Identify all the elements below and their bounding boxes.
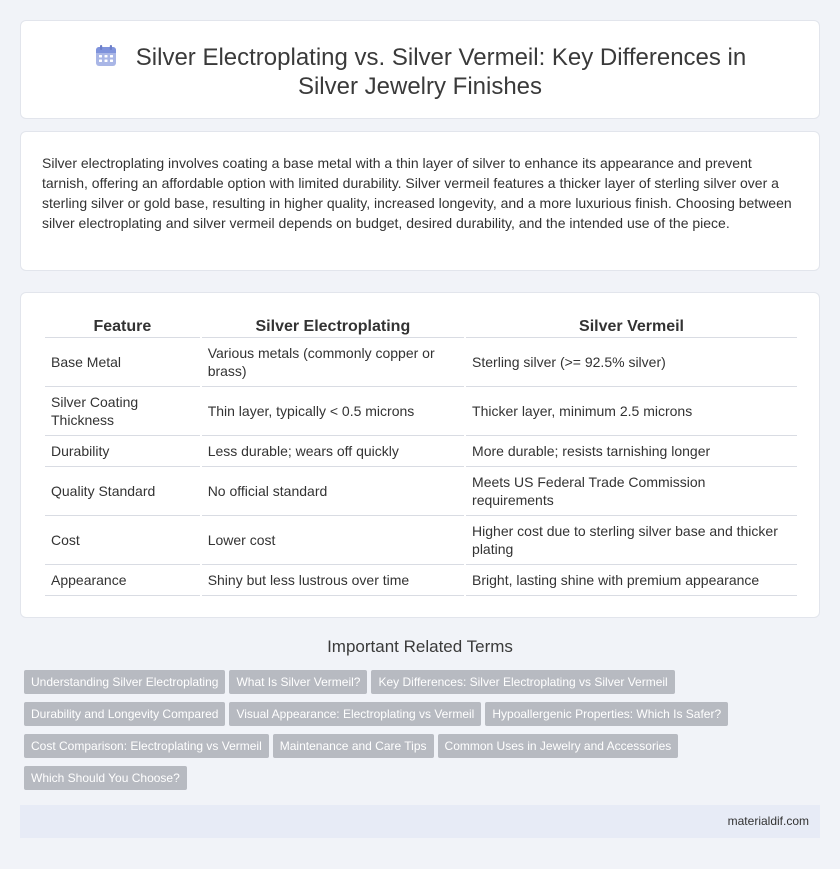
column-header-vermeil: Silver Vermeil — [466, 316, 797, 338]
tag-which-to-choose[interactable]: Which Should You Choose? — [24, 766, 187, 790]
feature-cell: Silver Coating Thickness — [45, 387, 200, 436]
table-row — [45, 338, 797, 387]
footer-site-link[interactable]: materialdif.com — [727, 814, 809, 828]
feature-cell: Base Metal — [45, 338, 200, 387]
tag-durability-longevity[interactable]: Durability and Longevity Compared — [24, 702, 225, 726]
tag-cost-comparison[interactable]: Cost Comparison: Electroplating vs Vermeil — [24, 734, 269, 758]
electroplating-cell: Lower cost — [202, 516, 464, 565]
table-row — [45, 467, 797, 516]
comparison-table — [43, 316, 799, 596]
vermeil-cell: Higher cost due to sterling silver base and thicker plating — [466, 516, 797, 565]
electroplating-cell: No official standard — [202, 467, 464, 516]
tag-visual-appearance[interactable]: Visual Appearance: Electroplating vs Vermeil — [229, 702, 481, 726]
page-title-text: Silver Electroplating vs. Silver Vermeil: Key Differences in Silver Jewelry Finishes — [135, 44, 747, 100]
table-row — [45, 516, 797, 565]
column-header-electroplating: Silver Electroplating — [202, 316, 464, 338]
vermeil-cell: Sterling silver (>= 92.5% silver) — [466, 338, 797, 387]
tag-hypoallergenic[interactable]: Hypoallergenic Properties: Which Is Safer? — [485, 702, 728, 726]
electroplating-cell: Less durable; wears off quickly — [202, 436, 464, 467]
footer-bar — [20, 805, 820, 838]
intro-card — [20, 131, 820, 271]
related-tags — [24, 670, 784, 798]
electroplating-cell: Shiny but less lustrous over time — [202, 565, 464, 596]
table-row — [45, 436, 797, 467]
feature-cell: Cost — [45, 516, 200, 565]
vermeil-cell: Bright, lasting shine with premium appearance — [466, 565, 797, 596]
tag-common-uses[interactable]: Common Uses in Jewelry and Accessories — [438, 734, 679, 758]
electroplating-cell: Thin layer, typically < 0.5 microns — [202, 387, 464, 436]
page-title — [61, 43, 779, 101]
column-header-feature: Feature — [45, 316, 200, 338]
header-card — [20, 20, 820, 119]
feature-cell: Quality Standard — [45, 467, 200, 516]
vermeil-cell: More durable; resists tarnishing longer — [466, 436, 797, 467]
vermeil-cell: Thicker layer, minimum 2.5 microns — [466, 387, 797, 436]
intro-paragraph: Silver electroplating involves coating a base metal with a thin layer of silver to enhance its appearance and prevent tarnish, offering an affordable option with limited durability. Silver vermeil features a thicker layer of sterling silver over a sterling silver or gold base, resulting in higher quality, increased longevity, and a more luxurious finish. Choosing between silver electroplating and silver vermeil depends on budget, desired durability, and the intended use of the piece. — [42, 155, 792, 231]
related-terms-title: Important Related Terms — [327, 637, 513, 656]
tag-understanding-electroplating[interactable]: Understanding Silver Electroplating — [24, 670, 225, 694]
title-wrap — [21, 43, 819, 101]
electroplating-cell: Various metals (commonly copper or brass) — [202, 338, 464, 387]
table-row — [45, 565, 797, 596]
calendar-icon — [94, 44, 118, 68]
tag-key-differences[interactable]: Key Differences: Silver Electroplating vs Silver Vermeil — [371, 670, 674, 694]
tag-maintenance-care[interactable]: Maintenance and Care Tips — [273, 734, 434, 758]
feature-cell: Appearance — [45, 565, 200, 596]
table-row — [45, 387, 797, 436]
vermeil-cell: Meets US Federal Trade Commission requirements — [466, 467, 797, 516]
comparison-card — [20, 292, 820, 618]
feature-cell: Durability — [45, 436, 200, 467]
table-header-row — [45, 316, 797, 338]
tag-what-is-vermeil[interactable]: What Is Silver Vermeil? — [229, 670, 367, 694]
